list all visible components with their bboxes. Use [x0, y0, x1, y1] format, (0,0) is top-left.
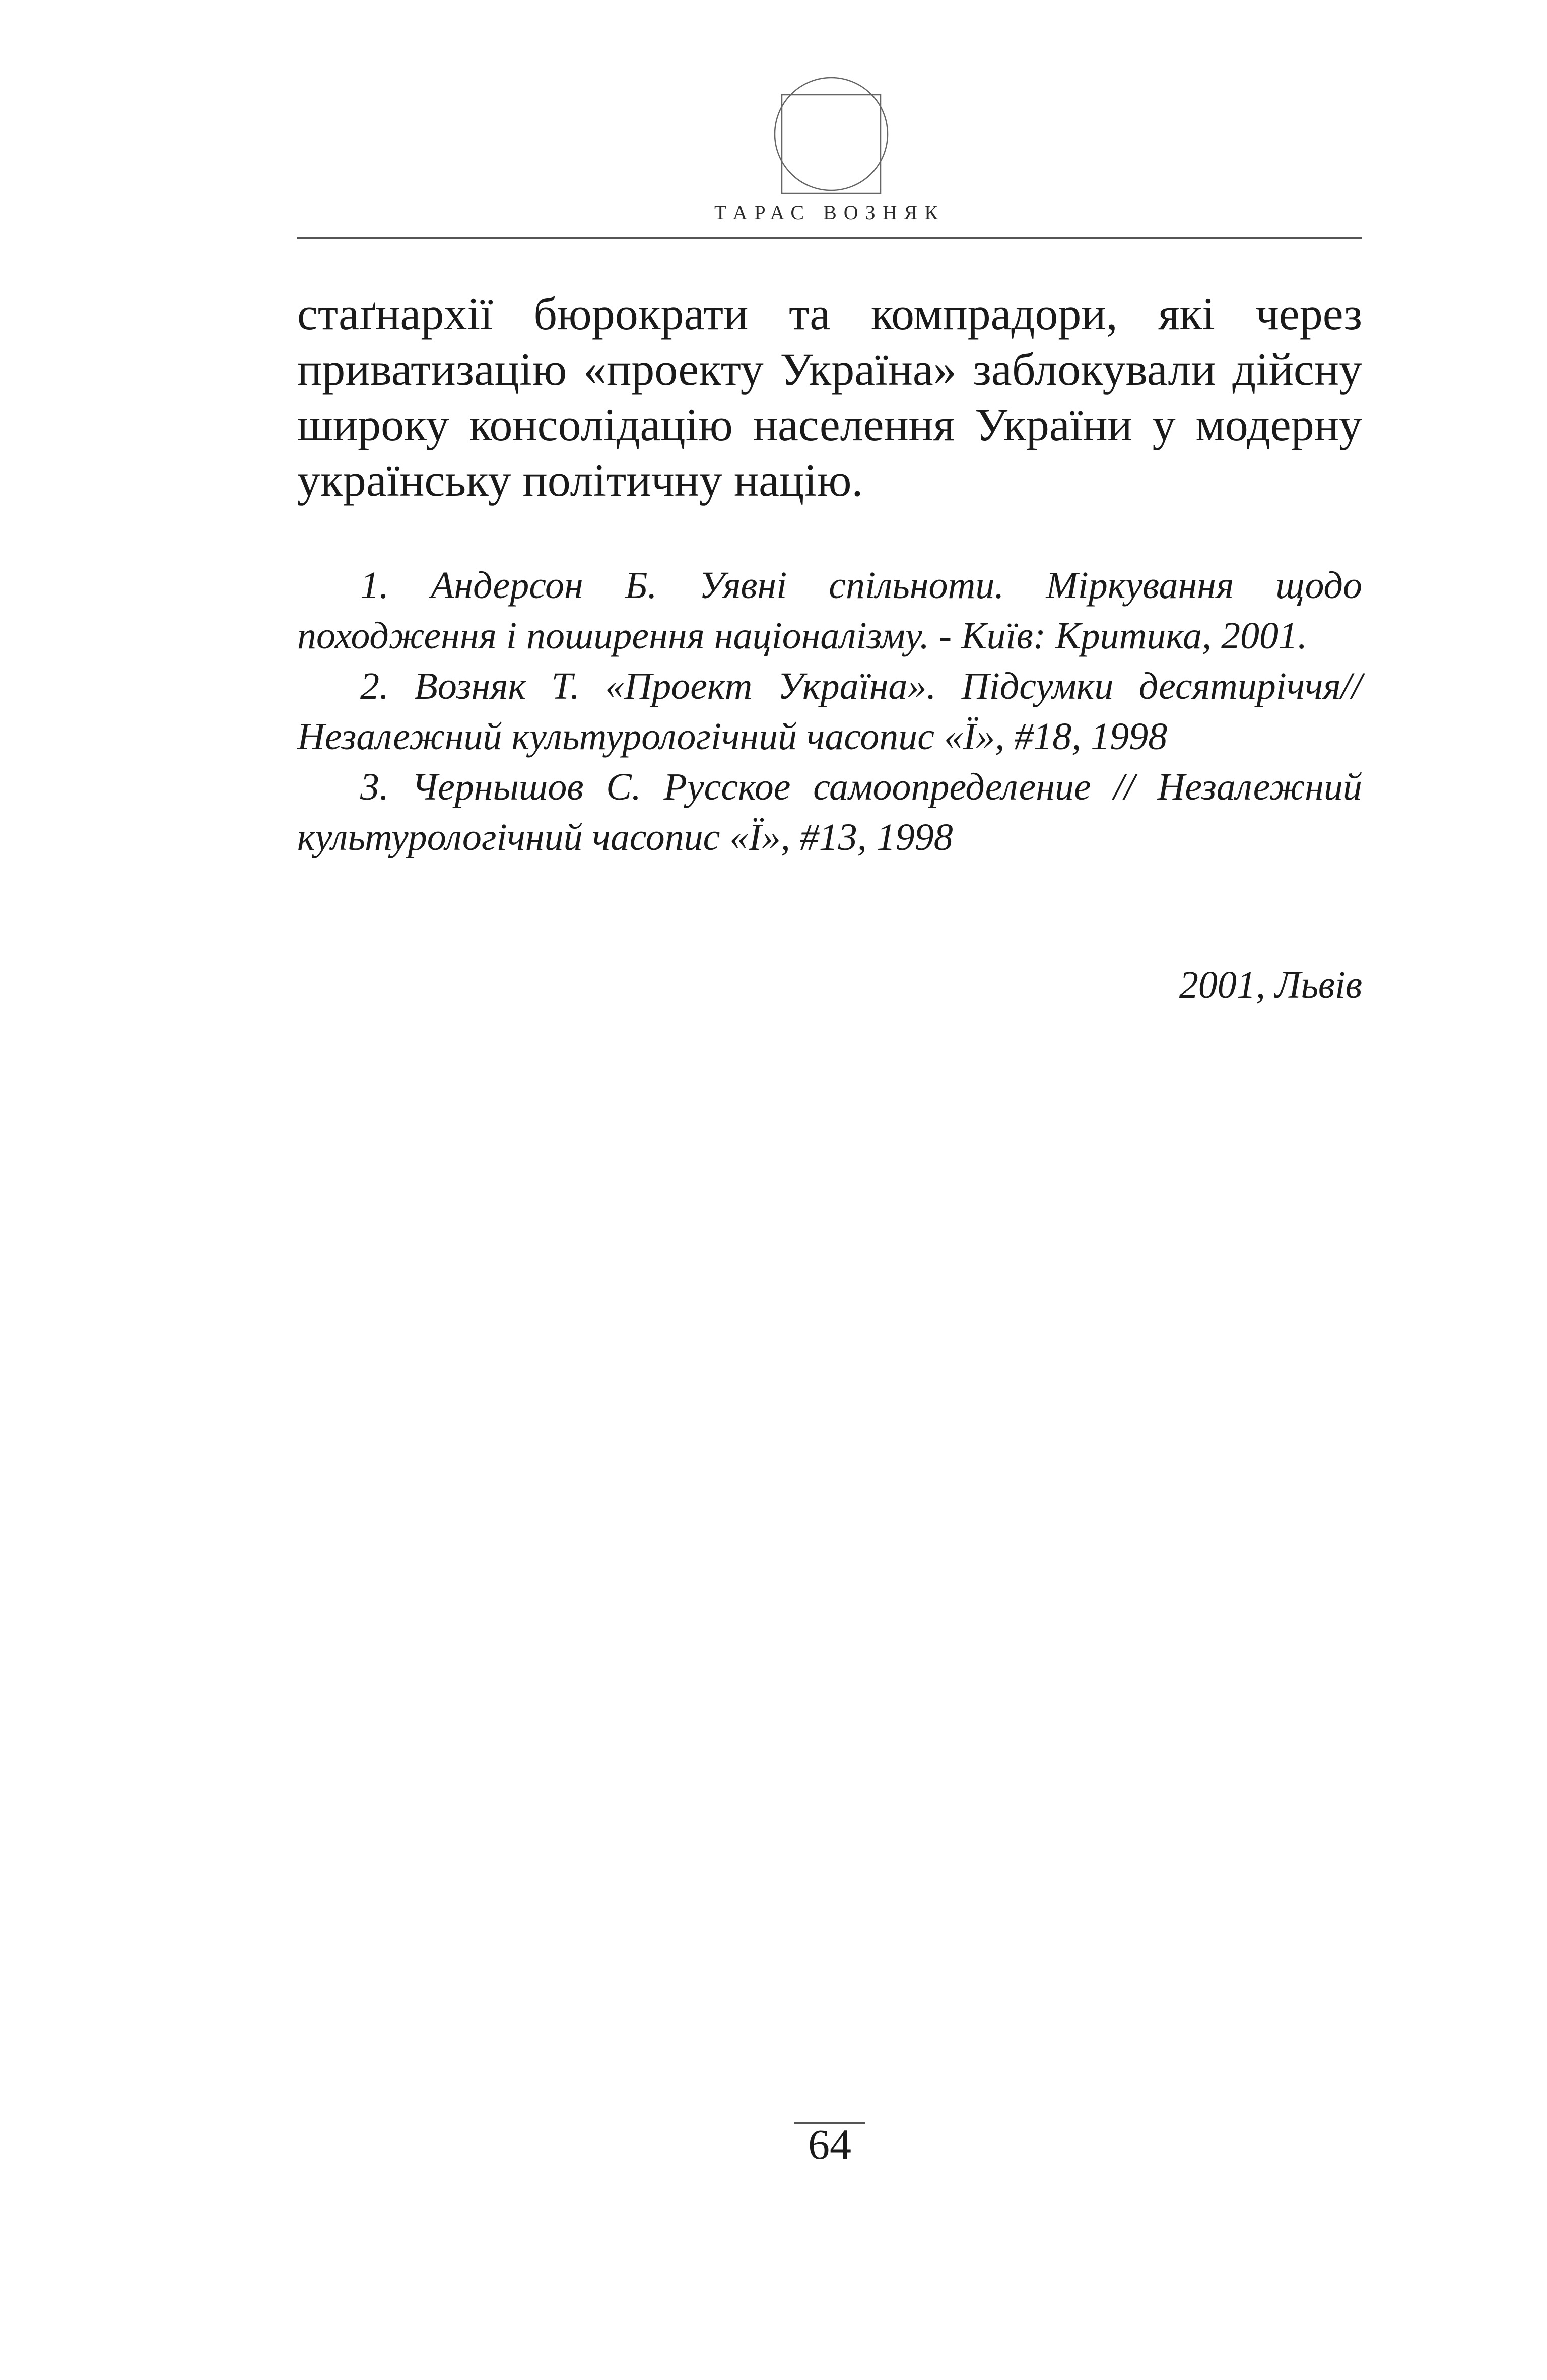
running-head: ТАРАС ВОЗНЯК	[714, 201, 945, 224]
circle-square-emblem-icon	[771, 74, 892, 194]
reference-item: 2. Возняк Т. «Проект Україна». Підсумки десятиріччя// Незалежний культурологічний часопис «Ї», #18, 1998	[297, 665, 1362, 758]
reference-item: 3. Чернышов С. Русское самоопределение // Незалежний культурологічний часопис «Ї», #13, 1998	[297, 766, 1362, 858]
reference-list	[297, 560, 1362, 863]
header-divider	[297, 237, 1362, 239]
date-place-signoff: 2001, Львів	[1179, 964, 1362, 1006]
body-paragraph: стаґнархії бюрократи та компрадори, які через приватизацію «проекту Україна» заблокували дійсну широку консолідацію населення України у модерну українську політичну націю.	[297, 288, 1362, 506]
page-number: 64	[808, 2120, 851, 2168]
reference-item: 1. Андерсон Б. Уявні спільноти. Міркування щодо походження і поширення націоналізму. - Київ: Критика, 2001.	[297, 564, 1362, 657]
